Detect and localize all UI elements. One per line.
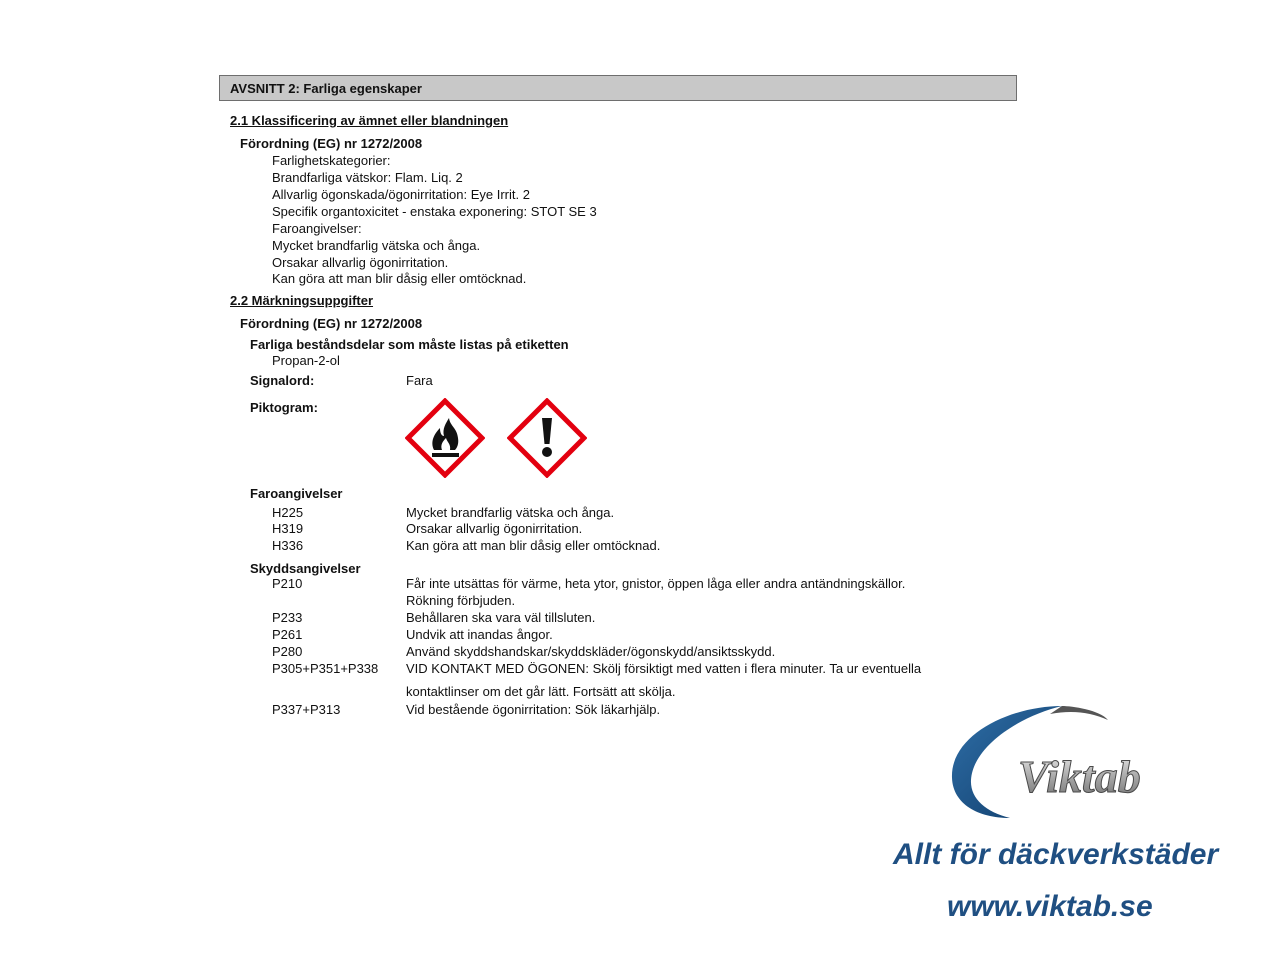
components-label: Farliga beståndsdelar som måste listas på etiketten [250,337,569,352]
precaution-code: P305+P351+P338 [272,661,379,676]
precaution-text: Behållaren ska vara väl tillsluten. [406,610,596,625]
precaution-code: P337+P313 [272,702,341,717]
precaution-statements-label: Skyddsangivelser [250,561,361,576]
precaution-code: P233 [272,610,303,625]
precaution-text: Får inte utsättas för värme, heta ytor, gnistor, öppen låga eller andra antändningskällor. [406,576,906,591]
precaution-text: Undvik att inandas ångor. [406,627,553,642]
hazard-statements-label: Faroangivelser [250,486,343,501]
hazard-text: Orsakar allvarlig ögonirritation. [406,521,583,536]
component-name: Propan-2-ol [272,353,340,368]
exclamation-pictogram [507,398,587,478]
subsection-heading-2-2: 2.2 Märkningsuppgifter [230,293,374,308]
regulation-label: Förordning (EG) nr 1272/2008 [240,316,423,331]
section-title: AVSNITT 2: Farliga egenskaper [230,81,422,96]
flame-pictogram [405,398,485,478]
classification-line: Specifik organtoxicitet - enstaka exponering: STOT SE 3 [272,204,597,219]
precaution-text-continued: kontaktlinser om det går lätt. Fortsätt att skölja. [406,684,676,699]
precaution-code: P210 [272,576,303,591]
classification-line: Mycket brandfarlig vätska och ånga. [272,238,481,253]
precaution-text: Vid bestående ögonirritation: Sök läkarhjälp. [406,702,661,717]
regulation-label: Förordning (EG) nr 1272/2008 [240,136,423,151]
precaution-code: P280 [272,644,303,659]
classification-line: Kan göra att man blir dåsig eller omtöcknad. [272,271,527,286]
classification-line: Brandfarliga vätskor: Flam. Liq. 2 [272,170,463,185]
signal-word-value: Fara [406,373,433,388]
brand-url[interactable]: www.viktab.se [947,890,1153,923]
hazard-code: H319 [272,521,304,536]
pictogram-label: Piktogram: [250,400,318,415]
signal-word-label: Signalord: [250,373,315,388]
hazard-text: Mycket brandfarlig vätska och ånga. [406,505,615,520]
classification-line: Farlighetskategorier: [272,153,391,168]
precaution-text: VID KONTAKT MED ÖGONEN: Skölj försiktigt med vatten i flera minuter. Ta ur eventuella [406,661,922,676]
classification-line: Allvarlig ögonskada/ögonirritation: Eye Irrit. 2 [272,187,530,202]
precaution-code: P261 [272,627,303,642]
viktab-logo [940,700,1180,825]
subsection-heading-2-1: 2.1 Klassificering av ämnet eller blandningen [230,113,509,128]
logo-wordmark: Viktab [1018,751,1141,802]
precaution-text-continued: Rökning förbjuden. [406,593,516,608]
classification-line: Faroangivelser: [272,221,362,236]
precaution-text: Använd skyddshandskar/skyddskläder/ögonskydd/ansiktsskydd. [406,644,776,659]
hazard-code: H225 [272,505,304,520]
hazard-code: H336 [272,538,304,553]
section-header [219,75,1017,101]
hazard-text: Kan göra att man blir dåsig eller omtöcknad. [406,538,661,553]
brand-tagline: Allt för däckverkstäder [893,838,1219,871]
classification-line: Orsakar allvarlig ögonirritation. [272,255,449,270]
